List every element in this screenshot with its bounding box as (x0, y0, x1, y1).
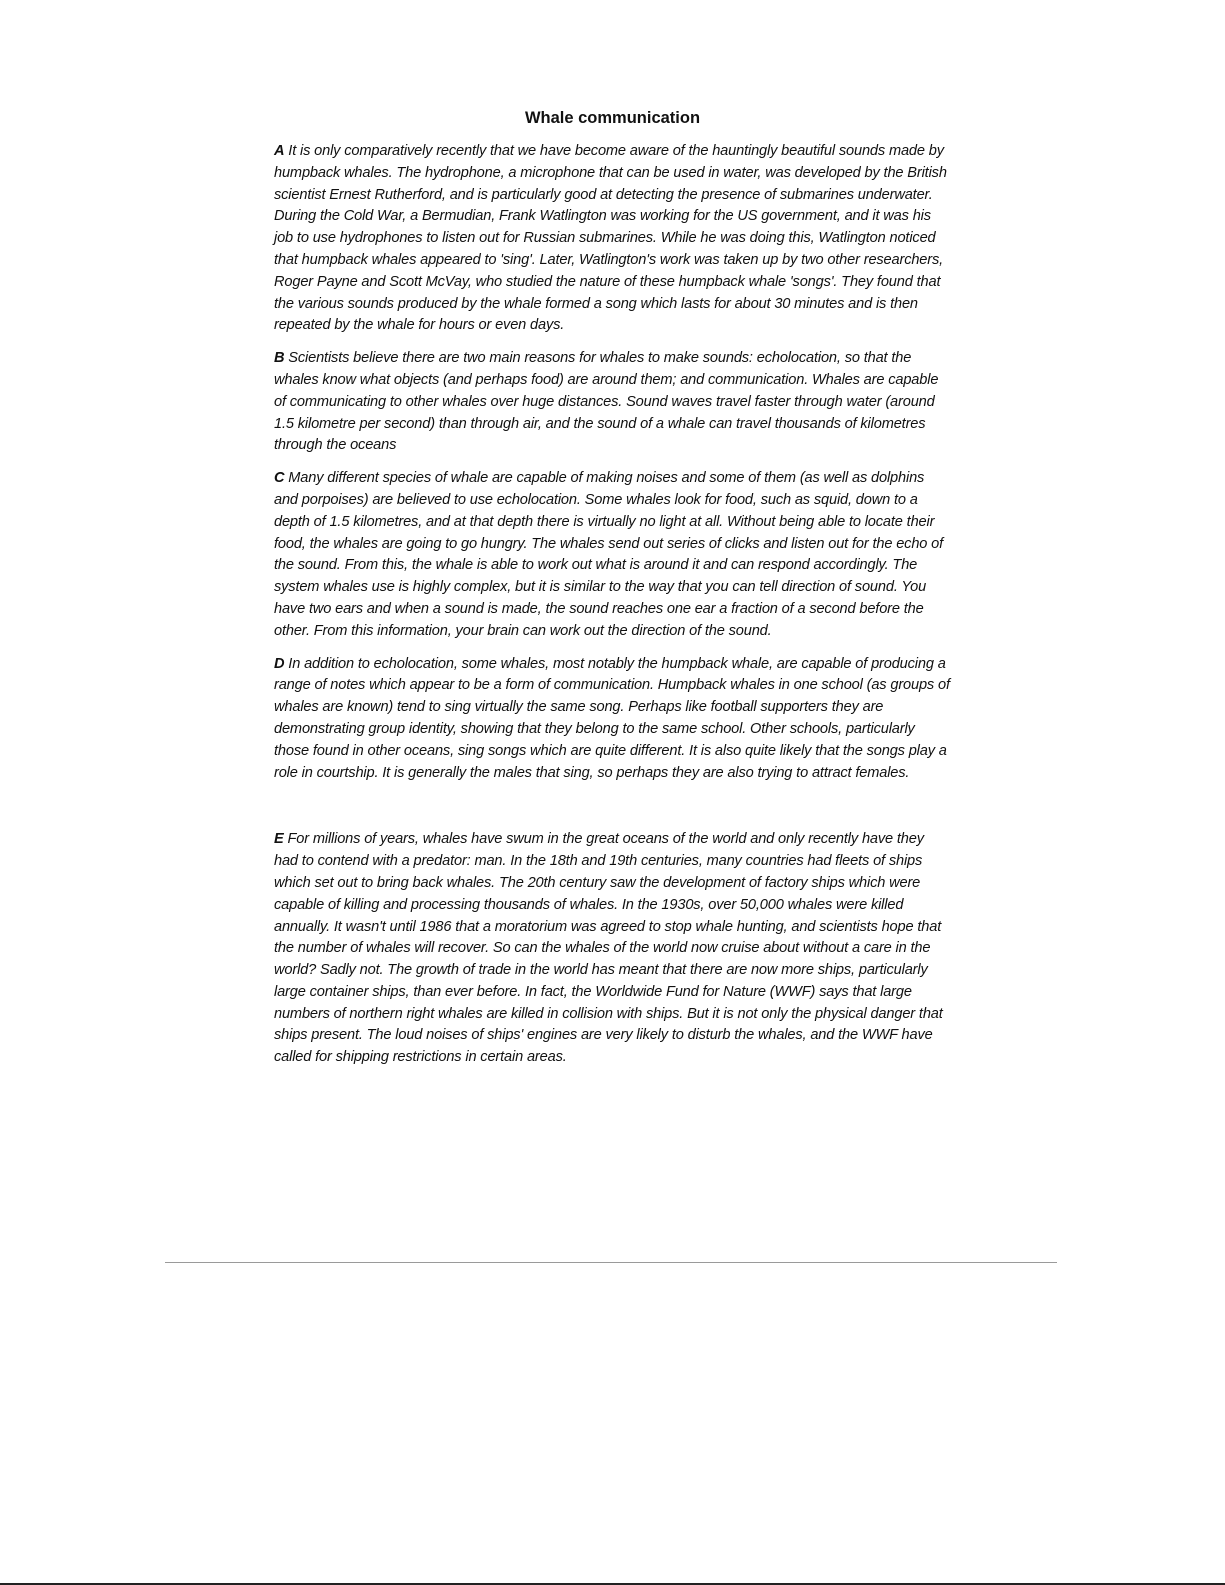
paragraph-letter-d: D (274, 655, 285, 672)
paragraph-b (274, 348, 950, 457)
document-title: Whale communication (524, 109, 701, 127)
paragraph-letter-c: C (274, 470, 285, 487)
paragraph-a (274, 141, 950, 337)
paragraph-text-e: For millions of years, whales have swum in the great oceans of the world and only recently have they had to contend with a predator: man. In the 18th and 19th centuries, many countries had fleets of ships which set out to bring back whales. The 20th century saw the development of factory ships which were capable of killing and processing thousands of whales. In the 1930s, over 50,000 whales were killed annually. It wasn't until 1986 that a moratorium was agreed to stop whale hunting, and scientists hope that the number of whales will recover. So can the whales of the world now cruise about without a care in the world? Sadly not. The growth of trade in the world has meant that there are now more ships, particularly large container ships, than ever before. In fact, the Worldwide Fund for Nature (WWF) says that large numbers of northern right whales are killed in collision with ships. But it is not only the physical danger that ships present. The loud noises of ships' engines are very likely to disturb the whales, and the WWF have called for shipping restrictions in certain areas. (274, 831, 943, 1066)
paragraph-text-d: In addition to echolocation, some whales, most notably the humpback whale, are capable of producing a range of notes which appear to be a form of communication. Humpback whales in one school (as groups of whales are known) tend to sing virtually the same song. Perhaps like football supporters they are demonstrating group identity, showing that they belong to the same school. Other schools, particularly those found in other oceans, sing songs which are quite different. It is also quite likely that the songs play a role in courtship. It is generally the males that sing, so perhaps they are also trying to attract females. (274, 655, 950, 781)
paragraph-e (274, 829, 950, 1069)
paragraph-letter-e: E (274, 831, 284, 848)
page-break-rule (165, 1262, 1057, 1263)
paragraph-text-a: It is only comparatively recently that we have become aware of the hauntingly beautiful sounds made by humpback whales. The hydrophone, a microphone that can be used in water, was developed by the British scientist Ernest Rutherford, and is particularly good at detecting the presence of submarines underwater. During the Cold War, a Bermudian, Frank Watlington was working for the US government, and it was his job to use hydrophones to listen out for Russian submarines. While he was doing this, Watlington noticed that humpback whales appeared to 'sing'. Later, Watlington's work was taken up by two other researchers, Roger Payne and Scott McVay, who studied the nature of these humpback whale 'songs'. They found that the various sounds produced by the whale formed a song which lasts for about 30 minutes and is then repeated by the whale for hours or even days. (274, 143, 947, 334)
document-body (274, 141, 950, 1080)
paragraph-text-b: Scientists believe there are two main reasons for whales to make sounds: echolocation, so that the whales know what objects (and perhaps food) are around them; and communication. Whales are capable of communicating to other whales over huge distances. Sound waves travel faster through water (around 1.5 kilometre per second) than through air, and the sound of a whale can travel thousands of kilometres through the oceans (274, 350, 939, 454)
paragraph-d (274, 654, 950, 785)
paragraph-letter-b: B (274, 350, 285, 367)
paragraph-text-c: Many different species of whale are capable of making noises and some of them (as well as dolphins and porpoises) are believed to use echolocation. Some whales look for food, such as squid, down to a depth of 1.5 kilometres, and at that depth there is virtually no light at all. Without being able to locate their food, the whales are going to go hungry. The whales send out series of clicks and listen out for the echo of the sound. From this, the whale is able to work out what is around it and can respond accordingly. The system whales use is highly complex, but it is similar to the way that you can tell direction of sound. You have two ears and when a sound is made, the sound reaches one ear a fraction of a second before the other. From this information, your brain can work out the direction of the sound. (274, 470, 944, 639)
paragraph-letter-a: A (274, 143, 285, 159)
paragraph-c (274, 468, 950, 642)
